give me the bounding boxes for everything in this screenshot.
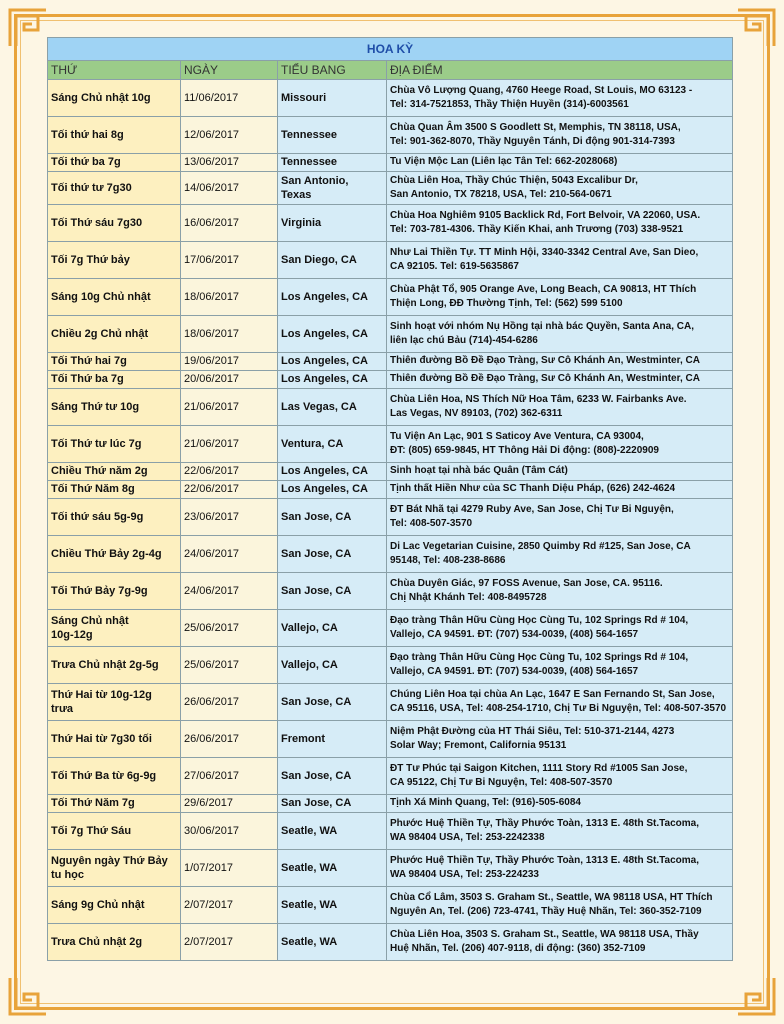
place-cell-text: Tịnh Xá Minh Quang, Tel: (916)-505-6084 [390, 797, 581, 809]
day-cell [48, 795, 181, 813]
day-cell [48, 850, 181, 887]
state-cell [278, 242, 387, 279]
state-cell-text: San Diego, CA [281, 253, 357, 266]
state-cell-text: Missouri [281, 91, 327, 104]
day-cell [48, 371, 181, 389]
state-cell-text: San Jose, CA [281, 584, 352, 597]
state-cell [278, 721, 387, 758]
place-cell-text: Thiên đường Bồ Đề Đạo Tràng, Sư Cô Khánh An, Westminter, CA [390, 355, 700, 367]
day-cell [48, 887, 181, 924]
table-row [48, 813, 733, 850]
state-cell [278, 117, 387, 154]
day-cell [48, 499, 181, 536]
state-cell-text: Los Angeles, CA [281, 465, 368, 478]
day-cell [48, 117, 181, 154]
place-cell-text: CA 95116, USA, Tel: 408-254-1710, Chị Tư Bi Nguyện, Tel: 408-507-3570 [390, 703, 727, 714]
place-cell-text: Vallejo, CA 94591. ĐT: (707) 534-0039, (408) 564-1657 [390, 666, 639, 677]
state-cell [278, 463, 387, 481]
place-cell [387, 426, 733, 463]
state-cell [278, 172, 387, 205]
date-cell [181, 887, 278, 924]
date-cell-text: 12/06/2017 [184, 128, 240, 141]
table-row [48, 924, 733, 961]
state-cell-text: Vallejo, CA [281, 621, 338, 634]
date-cell [181, 279, 278, 316]
state-cell [278, 371, 387, 389]
place-cell-text: Chùa Liên Hoa, NS Thích Nữ Hoa Tâm, 6233 W. Fairbanks Ave. [390, 393, 687, 405]
place-cell [387, 316, 733, 353]
place-cell-text: Chúng Liên Hoa tại chùa An Lạc, 1647 E San Fernando St, San Jose, [390, 688, 715, 700]
state-cell-text: San Antonio, [281, 174, 349, 187]
date-cell [181, 813, 278, 850]
place-cell-text: Sinh hoạt tại nhà bác Quân (Tâm Cát) [390, 465, 568, 477]
place-cell [387, 481, 733, 499]
day-cell-text: trưa [51, 703, 74, 715]
table-row [48, 117, 733, 154]
state-cell-text: Texas [281, 189, 312, 201]
state-cell-text: Los Angeles, CA [281, 355, 368, 368]
state-cell [278, 887, 387, 924]
day-cell [48, 316, 181, 353]
state-cell [278, 154, 387, 172]
place-cell-text: Chùa Liên Hoa, Thầy Chúc Thiện, 5043 Excalibur Dr, [390, 174, 638, 186]
day-cell [48, 813, 181, 850]
place-cell-text: Di Lac Vegetarian Cuisine, 2850 Quimby Rd #125, San Jose, CA [390, 540, 691, 552]
place-cell [387, 573, 733, 610]
day-cell-text: Tối Thứ Năm 8g [51, 483, 135, 496]
day-cell-text: Tối Thứ Bảy 7g-9g [51, 584, 148, 597]
state-cell-text: Tennessee [281, 128, 338, 141]
place-cell-text: Tel: 703-781-4306. Thầy Kiến Khai, anh Trương (703) 338-9521 [390, 224, 684, 235]
date-cell [181, 389, 278, 426]
place-cell-text: Phước Huệ Thiền Tự, Thầy Phước Toàn, 1313 E. 48th St.Tacoma, [390, 817, 699, 829]
state-cell [278, 573, 387, 610]
table-row [48, 154, 733, 172]
day-cell-text: Tối Thứ Ba từ 6g-9g [51, 769, 157, 782]
corner-ornament-icon [736, 8, 776, 48]
date-cell [181, 499, 278, 536]
state-cell [278, 205, 387, 242]
day-cell [48, 573, 181, 610]
state-cell [278, 850, 387, 887]
day-cell-text: Tối thứ sáu 5g-9g [51, 510, 144, 523]
table-row [48, 205, 733, 242]
state-cell-text: Seatle, WA [281, 824, 338, 837]
table-row [48, 316, 733, 353]
day-cell-text: Sáng Thứ tư 10g [51, 400, 140, 413]
table-row [48, 721, 733, 758]
place-cell [387, 117, 733, 154]
date-cell-text: 17/06/2017 [184, 253, 240, 266]
date-cell [181, 721, 278, 758]
state-cell [278, 316, 387, 353]
state-cell-text: Tennessee [281, 156, 338, 169]
state-cell [278, 481, 387, 499]
state-cell [278, 426, 387, 463]
date-cell-text: 25/06/2017 [184, 621, 240, 634]
place-cell [387, 610, 733, 647]
table-row [48, 887, 733, 924]
state-cell [278, 610, 387, 647]
table-row [48, 80, 733, 117]
day-cell [48, 610, 181, 647]
place-cell [387, 647, 733, 684]
place-cell [387, 463, 733, 481]
corner-ornament-icon [736, 976, 776, 1016]
day-cell-text: Chiều Thứ Bảy 2g-4g [51, 547, 162, 560]
place-cell-text: Tel: 314-7521853, Thầy Thiện Huyền (314)-6003561 [390, 99, 629, 110]
state-cell-text: Seatle, WA [281, 898, 338, 911]
day-cell [48, 481, 181, 499]
place-cell [387, 80, 733, 117]
place-cell [387, 279, 733, 316]
state-cell [278, 758, 387, 795]
place-cell [387, 536, 733, 573]
day-cell [48, 647, 181, 684]
place-cell-text: Niệm Phật Đường của HT Thái Siêu, Tel: 510-371-2144, 4273 [390, 725, 675, 737]
place-cell [387, 721, 733, 758]
state-cell-text: Las Vegas, CA [281, 400, 357, 413]
day-cell [48, 684, 181, 721]
date-cell-text: 20/06/2017 [184, 373, 240, 386]
day-cell-text: Tối 7g Thứ Sáu [51, 824, 132, 837]
day-cell-text: Chiều Thứ năm 2g [51, 465, 148, 478]
table-row [48, 426, 733, 463]
place-cell-text: liên lạc chú Bảu (714)-454-6286 [390, 335, 538, 346]
state-cell [278, 795, 387, 813]
date-cell [181, 316, 278, 353]
place-cell-text: Las Vegas, NV 89103, (702) 362-6311 [390, 408, 563, 419]
place-cell-text: Như Lai Thiền Tự. TT Minh Hội, 3340-3342 Central Ave, San Dieo, [390, 246, 699, 258]
table-row [48, 684, 733, 721]
state-cell [278, 389, 387, 426]
day-cell [48, 463, 181, 481]
day-cell-text: Trưa Chủ nhật 2g-5g [51, 658, 159, 671]
date-cell-text: 2/07/2017 [184, 898, 233, 911]
schedule-table [47, 37, 733, 961]
day-cell-text: Tối Thứ ba 7g [51, 373, 124, 386]
state-cell-text: Vallejo, CA [281, 658, 338, 671]
state-cell-text: San Jose, CA [281, 769, 352, 782]
date-cell-text: 14/06/2017 [184, 181, 240, 194]
date-cell-text: 2/07/2017 [184, 935, 233, 948]
table-row [48, 371, 733, 389]
place-cell-text: 95148, Tel: 408-238-8686 [390, 555, 506, 566]
state-cell-text: San Jose, CA [281, 510, 352, 523]
day-cell [48, 154, 181, 172]
day-cell [48, 353, 181, 371]
header-date: NGÀY [181, 61, 278, 80]
date-cell-text: 23/06/2017 [184, 510, 240, 523]
state-cell-text: Los Angeles, CA [281, 373, 368, 386]
place-cell [387, 758, 733, 795]
date-cell-text: 27/06/2017 [184, 769, 240, 782]
place-cell-text: Tu Viện Mộc Lan (Liên lạc Tân Tel: 662-2028068) [390, 156, 618, 168]
date-cell [181, 80, 278, 117]
date-cell [181, 117, 278, 154]
state-cell-text: Seatle, WA [281, 861, 338, 874]
day-cell [48, 721, 181, 758]
state-cell [278, 924, 387, 961]
date-cell-text: 22/06/2017 [184, 483, 240, 496]
state-cell-text: Seatle, WA [281, 935, 338, 948]
date-cell-text: 21/06/2017 [184, 400, 240, 413]
date-cell [181, 242, 278, 279]
day-cell-text: Sáng 9g Chủ nhật [51, 898, 145, 911]
state-cell [278, 536, 387, 573]
place-cell [387, 353, 733, 371]
place-cell-text: Đạo tràng Thân Hữu Cùng Học Cùng Tu, 102 Springs Rd # 104, [390, 651, 689, 663]
table-row [48, 647, 733, 684]
date-cell-text: 30/06/2017 [184, 824, 240, 837]
date-cell-text: 18/06/2017 [184, 290, 240, 303]
date-cell-text: 18/06/2017 [184, 327, 240, 340]
date-cell [181, 850, 278, 887]
date-cell [181, 924, 278, 961]
place-cell [387, 795, 733, 813]
place-cell [387, 850, 733, 887]
place-cell-text: Chùa Cổ Lâm, 3503 S. Graham St., Seattle, WA 98118 USA, HT Thích [390, 891, 713, 903]
date-cell [181, 172, 278, 205]
table-row [48, 172, 733, 205]
date-cell [181, 610, 278, 647]
state-cell-text: Ventura, CA [281, 437, 344, 450]
place-cell-text: Solar Way; Fremont, California 95131 [390, 740, 567, 751]
day-cell-text: Tối thứ ba 7g [51, 156, 121, 169]
date-cell-text: 19/06/2017 [184, 355, 240, 368]
place-cell [387, 887, 733, 924]
place-cell-text: Chùa Quan Âm 3500 S Goodlett St, Memphis, TN 38118, USA, [390, 121, 681, 133]
date-cell-text: 13/06/2017 [184, 156, 240, 169]
day-cell-text: tu học [51, 869, 84, 881]
place-cell-text: WA 98404 USA, Tel: 253-224233 [390, 869, 539, 880]
place-cell-text: Thiên đường Bồ Đề Đạo Tràng, Sư Cô Khánh An, Westminter, CA [390, 373, 700, 385]
date-cell [181, 426, 278, 463]
state-cell [278, 80, 387, 117]
place-cell-text: San Antonio, TX 78218, USA, Tel: 210-564-0671 [390, 189, 612, 200]
state-cell-text: San Jose, CA [281, 695, 352, 708]
state-cell-text: Virginia [281, 216, 322, 229]
day-cell-text: Sáng Chủ nhật 10g [51, 91, 151, 104]
table-row [48, 481, 733, 499]
place-cell-text: Chùa Hoa Nghiêm 9105 Backlick Rd, Fort Belvoir, VA 22060, USA. [390, 209, 701, 221]
day-cell-text: Tối Thứ tư lúc 7g [51, 437, 142, 450]
place-cell [387, 154, 733, 172]
place-cell-text: ĐT Bát Nhã tại 4279 Ruby Ave, San Jose, Chị Tư Bi Nguyện, [390, 503, 674, 515]
date-cell-text: 24/06/2017 [184, 547, 240, 560]
place-cell-text: Chùa Duyên Giác, 97 FOSS Avenue, San Jose, CA. 95116. [390, 577, 663, 589]
header-day: THỨ [48, 61, 181, 80]
state-cell-text: Los Angeles, CA [281, 290, 368, 303]
day-cell-text: Tối thứ hai 8g [51, 128, 124, 141]
day-cell [48, 172, 181, 205]
day-cell-text: Thứ Hai từ 7g30 tối [51, 732, 152, 745]
day-cell [48, 536, 181, 573]
day-cell-text: Tối Thứ Năm 7g [51, 797, 135, 810]
date-cell [181, 205, 278, 242]
day-cell [48, 279, 181, 316]
state-cell [278, 647, 387, 684]
place-cell-text: Phước Huệ Thiền Tự, Thầy Phước Toàn, 1313 E. 48th St.Tacoma, [390, 854, 699, 866]
corner-ornament-icon [8, 976, 48, 1016]
table-row [48, 610, 733, 647]
day-cell [48, 242, 181, 279]
table-title-row [48, 38, 733, 61]
date-cell-text: 29/6/2017 [184, 797, 233, 810]
place-cell [387, 371, 733, 389]
date-cell [181, 481, 278, 499]
place-cell-text: Vallejo, CA 94591. ĐT: (707) 534-0039, (408) 564-1657 [390, 629, 639, 640]
day-cell [48, 758, 181, 795]
date-cell [181, 463, 278, 481]
corner-ornament-icon [8, 8, 48, 48]
place-cell [387, 499, 733, 536]
place-cell-text: Nguyên An, Tel. (206) 723-4741, Thầy Huệ Nhãn, Tel: 360-352-7109 [390, 906, 702, 917]
header-place: ĐỊA ĐIỂM [387, 61, 733, 80]
state-cell [278, 499, 387, 536]
date-cell [181, 795, 278, 813]
state-cell-text: Fremont [281, 732, 325, 745]
date-cell [181, 353, 278, 371]
day-cell-text: Sáng Chủ nhật [51, 614, 129, 627]
table-row [48, 758, 733, 795]
date-cell [181, 154, 278, 172]
date-cell [181, 573, 278, 610]
place-cell-text: Sinh hoạt với nhóm Nụ Hồng tại nhà bác Quyền, Santa Ana, CA, [390, 320, 694, 332]
state-cell [278, 813, 387, 850]
date-cell-text: 21/06/2017 [184, 437, 240, 450]
day-cell [48, 205, 181, 242]
day-cell-text: Nguyên ngày Thứ Bảy [51, 854, 168, 867]
day-cell [48, 924, 181, 961]
table-row [48, 536, 733, 573]
state-cell [278, 353, 387, 371]
place-cell [387, 813, 733, 850]
place-cell [387, 172, 733, 205]
state-cell [278, 684, 387, 721]
state-cell-text: San Jose, CA [281, 797, 352, 810]
place-cell-text: Chùa Phật Tổ, 905 Orange Ave, Long Beach, CA 90813, HT Thích [390, 283, 697, 295]
table-title: HOA KỲ [48, 38, 733, 61]
place-cell-text: Tel: 408-507-3570 [390, 518, 473, 529]
state-cell-text: San Jose, CA [281, 547, 352, 560]
place-cell-text: Đạo tràng Thân Hữu Cùng Học Cùng Tu, 102 Springs Rd # 104, [390, 614, 689, 626]
day-cell-text: Sáng 10g Chủ nhật [51, 290, 151, 303]
day-cell-text: Trưa Chủ nhật 2g [51, 935, 143, 948]
table-row [48, 389, 733, 426]
state-cell-text: Los Angeles, CA [281, 327, 368, 340]
place-cell [387, 684, 733, 721]
day-cell [48, 80, 181, 117]
date-cell [181, 371, 278, 389]
place-cell-text: Thiện Long, ĐĐ Thường Tịnh, Tel: (562) 599 5100 [390, 298, 623, 309]
day-cell-text: Tối 7g Thứ bảy [51, 253, 130, 266]
day-cell-text: 10g-12g [51, 629, 93, 641]
state-cell [278, 279, 387, 316]
date-cell-text: 24/06/2017 [184, 584, 240, 597]
place-cell-text: Chùa Vô Lượng Quang, 4760 Heege Road, St Louis, MO 63123 - [390, 84, 693, 96]
date-cell-text: 25/06/2017 [184, 658, 240, 671]
place-cell-text: Tu Viện An Lạc, 901 S Saticoy Ave Ventura, CA 93004, [390, 430, 644, 442]
day-cell-text: Chiều 2g Chủ nhật [51, 327, 149, 340]
date-cell-text: 22/06/2017 [184, 465, 240, 478]
place-cell-text: WA 98404 USA, Tel: 253-2242338 [390, 832, 545, 843]
table-row [48, 795, 733, 813]
table-row [48, 279, 733, 316]
date-cell-text: 1/07/2017 [184, 861, 233, 874]
place-cell-text: ĐT: (805) 659-9845, HT Thông Hải Di động: (808)-2220909 [390, 445, 659, 456]
table-row [48, 850, 733, 887]
date-cell [181, 684, 278, 721]
table-row [48, 499, 733, 536]
place-cell-text: Chùa Liên Hoa, 3503 S. Graham St., Seattle, WA 98118 USA, Thầy [390, 928, 699, 940]
place-cell [387, 242, 733, 279]
state-cell-text: Los Angeles, CA [281, 483, 368, 496]
date-cell-text: 26/06/2017 [184, 695, 240, 708]
place-cell-text: Huệ Nhãn, Tel. (206) 407-9118, di động: (360) 352-7109 [390, 943, 646, 954]
table-header-row [48, 61, 733, 80]
place-cell-text: ĐT Tư Phúc tại Saigon Kitchen, 1111 Story Rd #1005 San Jose, [390, 762, 688, 774]
day-cell [48, 426, 181, 463]
table-row [48, 242, 733, 279]
place-cell-text: Chị Nhật Khánh Tel: 408-8495728 [390, 592, 547, 603]
place-cell-text: CA 95122, Chị Tư Bi Nguyện, Tel: 408-507-3570 [390, 777, 613, 788]
day-cell-text: Tối Thứ hai 7g [51, 355, 127, 368]
place-cell-text: CA 92105. Tel: 619-5635867 [390, 261, 519, 272]
table-row [48, 353, 733, 371]
date-cell-text: 16/06/2017 [184, 216, 240, 229]
place-cell [387, 205, 733, 242]
date-cell [181, 536, 278, 573]
date-cell-text: 11/06/2017 [184, 91, 239, 104]
day-cell-text: Thứ Hai từ 10g-12g [51, 688, 152, 701]
date-cell-text: 26/06/2017 [184, 732, 240, 745]
place-cell [387, 924, 733, 961]
date-cell [181, 758, 278, 795]
date-cell [181, 647, 278, 684]
place-cell-text: Tel: 901-362-8070, Thầy Nguyên Tánh, Di động 901-314-7393 [390, 136, 675, 147]
place-cell [387, 389, 733, 426]
table-row [48, 463, 733, 481]
table-row [48, 573, 733, 610]
day-cell-text: Tối thứ tư 7g30 [51, 181, 132, 194]
header-state: TIỂU BANG [278, 61, 387, 80]
place-cell-text: Tịnh thất Hiền Như của SC Thanh Diệu Pháp, (626) 242-4624 [390, 483, 676, 495]
day-cell [48, 389, 181, 426]
day-cell-text: Tối Thứ sáu 7g30 [51, 216, 143, 229]
